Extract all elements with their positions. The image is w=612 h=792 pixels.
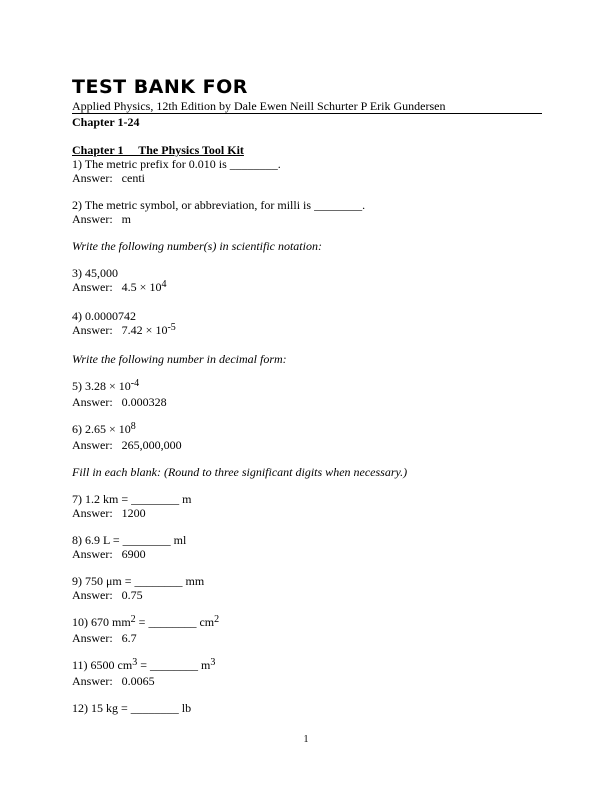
question-12 <box>72 701 542 715</box>
question-exponent: 3 <box>132 657 138 668</box>
question-text: 4) 0.0000742 <box>72 309 136 323</box>
question-10 <box>72 615 542 645</box>
answer-value: 0.75 <box>121 588 143 602</box>
answer-line <box>72 171 542 185</box>
answer-value: 6.7 <box>121 631 137 645</box>
question-9 <box>72 574 542 602</box>
question-exponent: 8 <box>130 421 136 432</box>
question-exponent: 2 <box>130 614 136 625</box>
answer-label: Answer: <box>72 631 113 645</box>
question-text: 2) The metric symbol, or abbreviation, for milli is ________. <box>72 198 366 212</box>
answer-line <box>72 588 542 602</box>
instruction-decimal: Write the following number in decimal form: <box>72 352 287 366</box>
chapter-range: Chapter 1-24 <box>72 115 140 129</box>
answer-value: m <box>121 212 132 226</box>
question-3 <box>72 266 542 296</box>
answer-label: Answer: <box>72 212 113 226</box>
question-text: 9) 750 μm = ________ mm <box>72 574 205 588</box>
answer-line <box>72 395 542 409</box>
question-mid: = ________ cm <box>135 615 215 629</box>
answer-exponent: -5 <box>167 322 176 333</box>
answer-value: 1200 <box>121 506 146 520</box>
question-exponent: -4 <box>130 378 140 389</box>
answer-line <box>72 212 542 226</box>
answer-line <box>72 547 542 561</box>
question-base: 5) 3.28 × 10 <box>72 379 131 393</box>
answer-line <box>72 674 542 688</box>
question-8 <box>72 533 542 561</box>
question-list <box>72 157 542 715</box>
question-7 <box>72 492 542 520</box>
question-text: 7) 1.2 km = ________ m <box>72 492 192 506</box>
answer-value: 265,000,000 <box>121 438 182 452</box>
answer-label: Answer: <box>72 438 113 452</box>
answer-value: 0.000328 <box>121 395 167 409</box>
question-6 <box>72 422 542 452</box>
question-4 <box>72 309 542 339</box>
question-text: 8) 6.9 L = ________ ml <box>72 533 187 547</box>
answer-label: Answer: <box>72 280 113 294</box>
answer-label: Answer: <box>72 506 113 520</box>
answer-label: Answer: <box>72 323 113 337</box>
question-mid: = ________ m <box>137 658 211 672</box>
instruction-scientific: Write the following number(s) in scientific notation: <box>72 239 322 253</box>
question-text: 12) 15 kg = ________ lb <box>72 701 192 715</box>
question-exponent: 2 <box>214 614 220 625</box>
answer-value: centi <box>121 171 145 185</box>
answer-label: Answer: <box>72 674 113 688</box>
answer-line <box>72 280 542 296</box>
question-text <box>72 422 542 438</box>
answer-label: Answer: <box>72 395 113 409</box>
question-base: 6) 2.65 × 10 <box>72 422 131 436</box>
answer-exponent: 4 <box>161 279 167 290</box>
answer-base: 7.42 × 10 <box>121 323 168 337</box>
answer-line <box>72 438 542 452</box>
answer-value: 0.0065 <box>121 674 155 688</box>
banner-title: TEST BANK FOR <box>72 76 248 98</box>
question-exponent: 3 <box>210 657 216 668</box>
answer-line <box>72 631 542 645</box>
answer-line <box>72 506 542 520</box>
answer-label: Answer: <box>72 588 113 602</box>
question-text <box>72 615 542 631</box>
question-pre: 10) 670 mm <box>72 615 131 629</box>
answer-base: 4.5 × 10 <box>121 280 162 294</box>
question-1 <box>72 157 542 185</box>
answer-line <box>72 323 542 339</box>
question-text: 1) The metric prefix for 0.010 is ________. <box>72 157 281 171</box>
answer-value: 6900 <box>121 547 146 561</box>
question-pre: 11) 6500 cm <box>72 658 133 672</box>
question-11 <box>72 658 542 688</box>
answer-label: Answer: <box>72 171 113 185</box>
header-rule <box>72 113 542 114</box>
page-number: 1 <box>303 734 309 745</box>
chapter-title: Chapter 1 The Physics Tool Kit <box>72 143 244 157</box>
answer-label: Answer: <box>72 547 113 561</box>
question-text <box>72 379 542 395</box>
book-subtitle: Applied Physics, 12th Edition by Dale Ewen Neill Schurter P Erik Gundersen <box>72 99 446 113</box>
question-5 <box>72 379 542 409</box>
instruction-fill-blank: Fill in each blank: (Round to three significant digits when necessary.) <box>72 465 408 479</box>
question-text <box>72 658 542 674</box>
question-text: 3) 45,000 <box>72 266 118 280</box>
question-2 <box>72 198 542 226</box>
